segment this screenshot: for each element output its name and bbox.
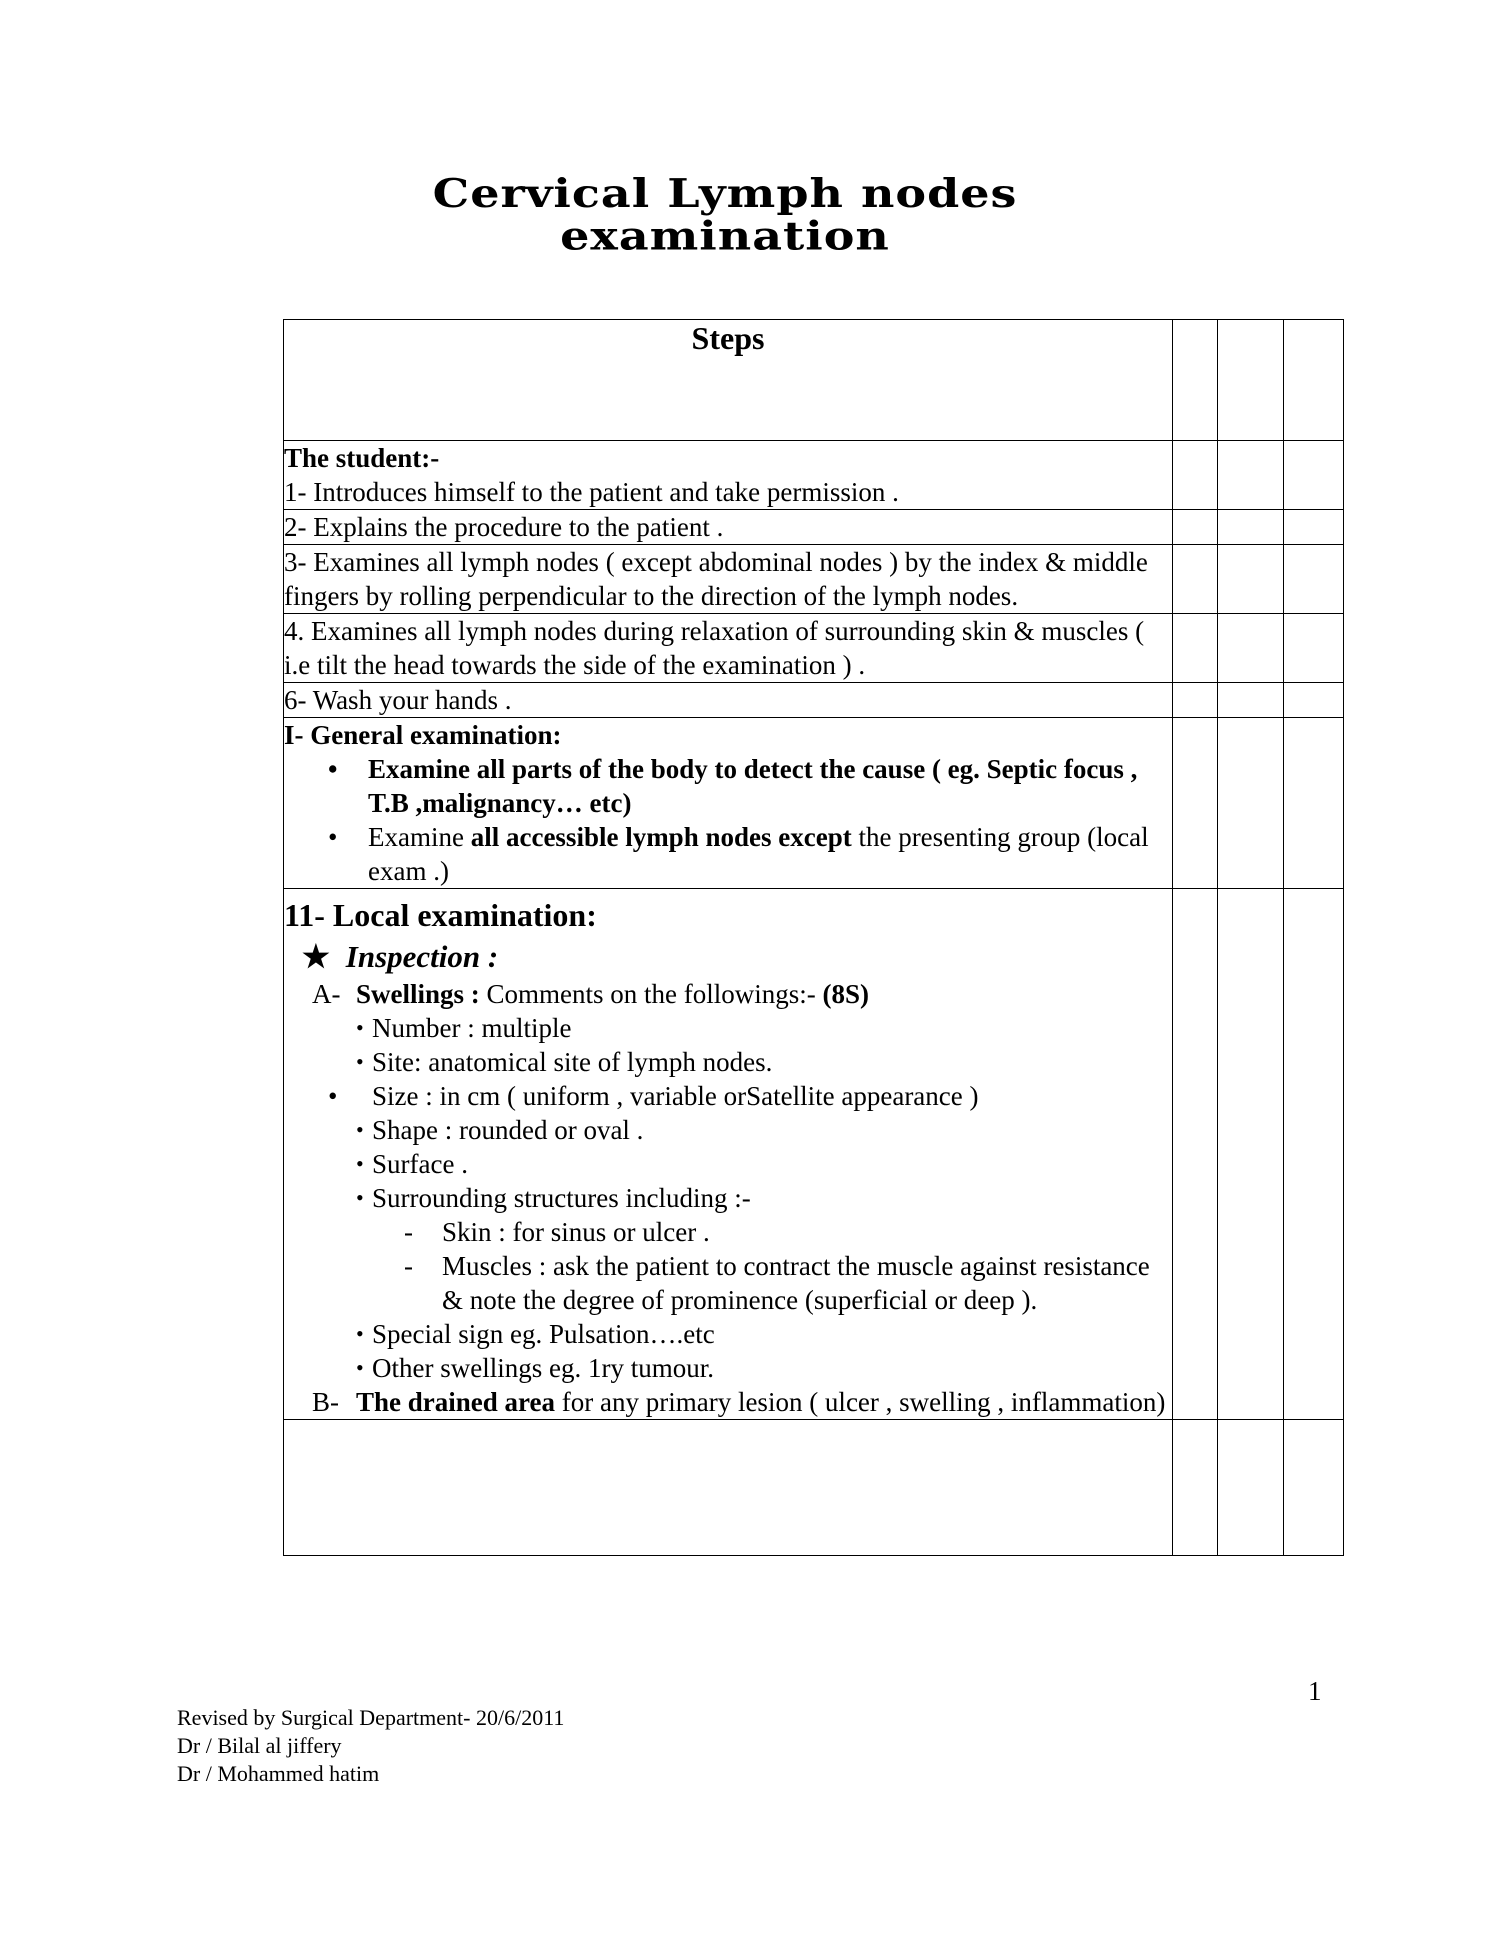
check-cell[interactable] (1218, 510, 1284, 545)
table-row (284, 510, 1344, 545)
check-cell[interactable] (1218, 441, 1284, 510)
step-cell (284, 441, 1173, 510)
footer-line: Dr / Bilal al jiffery (177, 1733, 342, 1758)
list-item: • Number : multiple (284, 1011, 1172, 1045)
star-icon: ★ (302, 939, 330, 974)
list-item: • Site: anatomical site of lymph nodes. (284, 1045, 1172, 1079)
table-row (284, 718, 1344, 889)
check-cell[interactable] (1173, 683, 1218, 718)
steps-header: Steps (284, 320, 1173, 441)
swellings-list (284, 1011, 1172, 1215)
list-item: • Special sign eg. Pulsation….etc (284, 1317, 1172, 1351)
step-4: 4. Examines all lymph nodes during relaxation of surrounding skin & muscles ( i.e tilt the head towards the side of the examination ) . (284, 614, 1173, 683)
step-3: 3- Examines all lymph nodes ( except abdominal nodes ) by the index & middle fingers by rolling perpendicular to the direction of the lymph nodes. (284, 545, 1173, 614)
list-item: - Skin : for sinus or ulcer . (284, 1215, 1172, 1249)
table-row (284, 1420, 1344, 1556)
check-cell[interactable] (1173, 441, 1218, 510)
step-1: 1- Introduces himself to the patient and take permission . (284, 477, 899, 507)
check-cell[interactable] (1284, 683, 1344, 718)
drained-area-item: B- The drained area for any primary lesion ( ulcer , swelling , inflammation) (312, 1387, 1166, 1417)
table-row (284, 545, 1344, 614)
check-cell[interactable] (1173, 545, 1218, 614)
check-cell[interactable] (1284, 545, 1344, 614)
list-item: • Size : in cm ( uniform , variable orSatellite appearance ) (284, 1079, 1172, 1113)
check-cell[interactable] (1284, 1420, 1344, 1556)
table-header-row (284, 320, 1344, 441)
check-cell[interactable] (1284, 510, 1344, 545)
check-cell[interactable] (1284, 718, 1344, 889)
footer (177, 1704, 564, 1788)
check-cell[interactable] (1284, 614, 1344, 683)
table-row (284, 889, 1344, 1420)
student-label: The student:- (284, 443, 440, 473)
check-cell[interactable] (1284, 889, 1344, 1420)
list-item: • Shape : rounded or oval . (284, 1113, 1172, 1147)
check-cell[interactable] (1284, 441, 1344, 510)
check-cell[interactable] (1218, 1420, 1284, 1556)
swellings-item: A- Swellings : Comments on the followings:- (8S) (312, 979, 870, 1009)
inspection-heading: ★ Inspection : (302, 939, 499, 974)
check-cell[interactable] (1173, 510, 1218, 545)
local-exam-heading: 11- Local examination: (284, 897, 597, 933)
title-line-1: Cervical Lymph nodes (432, 170, 1018, 217)
check-cell[interactable] (1218, 718, 1284, 889)
footer-line: Revised by Surgical Department- 20/6/2011 (177, 1705, 565, 1730)
list-item: • Surface . (284, 1147, 1172, 1181)
document-title (300, 172, 1150, 257)
check-cell[interactable] (1218, 545, 1284, 614)
check-cell[interactable] (1173, 614, 1218, 683)
check-cell[interactable] (1218, 614, 1284, 683)
empty-cell (284, 1420, 1173, 1556)
list-item: • Examine all accessible lymph nodes except the presenting group (local exam .) (284, 820, 1172, 888)
swellings-list-cont (284, 1317, 1172, 1385)
table-row (284, 683, 1344, 718)
step-6: 6- Wash your hands . (284, 683, 1173, 718)
check-cell[interactable] (1284, 320, 1344, 441)
surrounding-list (284, 1215, 1172, 1317)
step-2: 2- Explains the procedure to the patient . (284, 510, 1173, 545)
table-row (284, 441, 1344, 510)
check-cell[interactable] (1173, 320, 1218, 441)
check-cell[interactable] (1173, 1420, 1218, 1556)
check-cell[interactable] (1218, 683, 1284, 718)
general-exam-heading: I- General examination: (284, 720, 562, 750)
table-row (284, 614, 1344, 683)
check-cell[interactable] (1218, 320, 1284, 441)
check-cell[interactable] (1218, 889, 1284, 1420)
general-exam-cell (284, 718, 1173, 889)
check-cell[interactable] (1173, 889, 1218, 1420)
list-item: - Muscles : ask the patient to contract the muscle against resistance & note the degree of prominence (superficial or deep ). (284, 1249, 1172, 1317)
list-item: • Examine all parts of the body to detect the cause ( eg. Septic focus , T.B ,malignancy… etc) (284, 752, 1172, 820)
checklist-table (283, 319, 1344, 1556)
page-number: 1 (1308, 1676, 1322, 1706)
title-line-2: examination (560, 212, 890, 259)
check-cell[interactable] (1173, 718, 1218, 889)
list-item: • Surrounding structures including :- (284, 1181, 1172, 1215)
local-exam-cell (284, 889, 1173, 1420)
general-exam-list (284, 752, 1172, 888)
list-item: • Other swellings eg. 1ry tumour. (284, 1351, 1172, 1385)
footer-line: Dr / Mohammed hatim (177, 1761, 380, 1786)
